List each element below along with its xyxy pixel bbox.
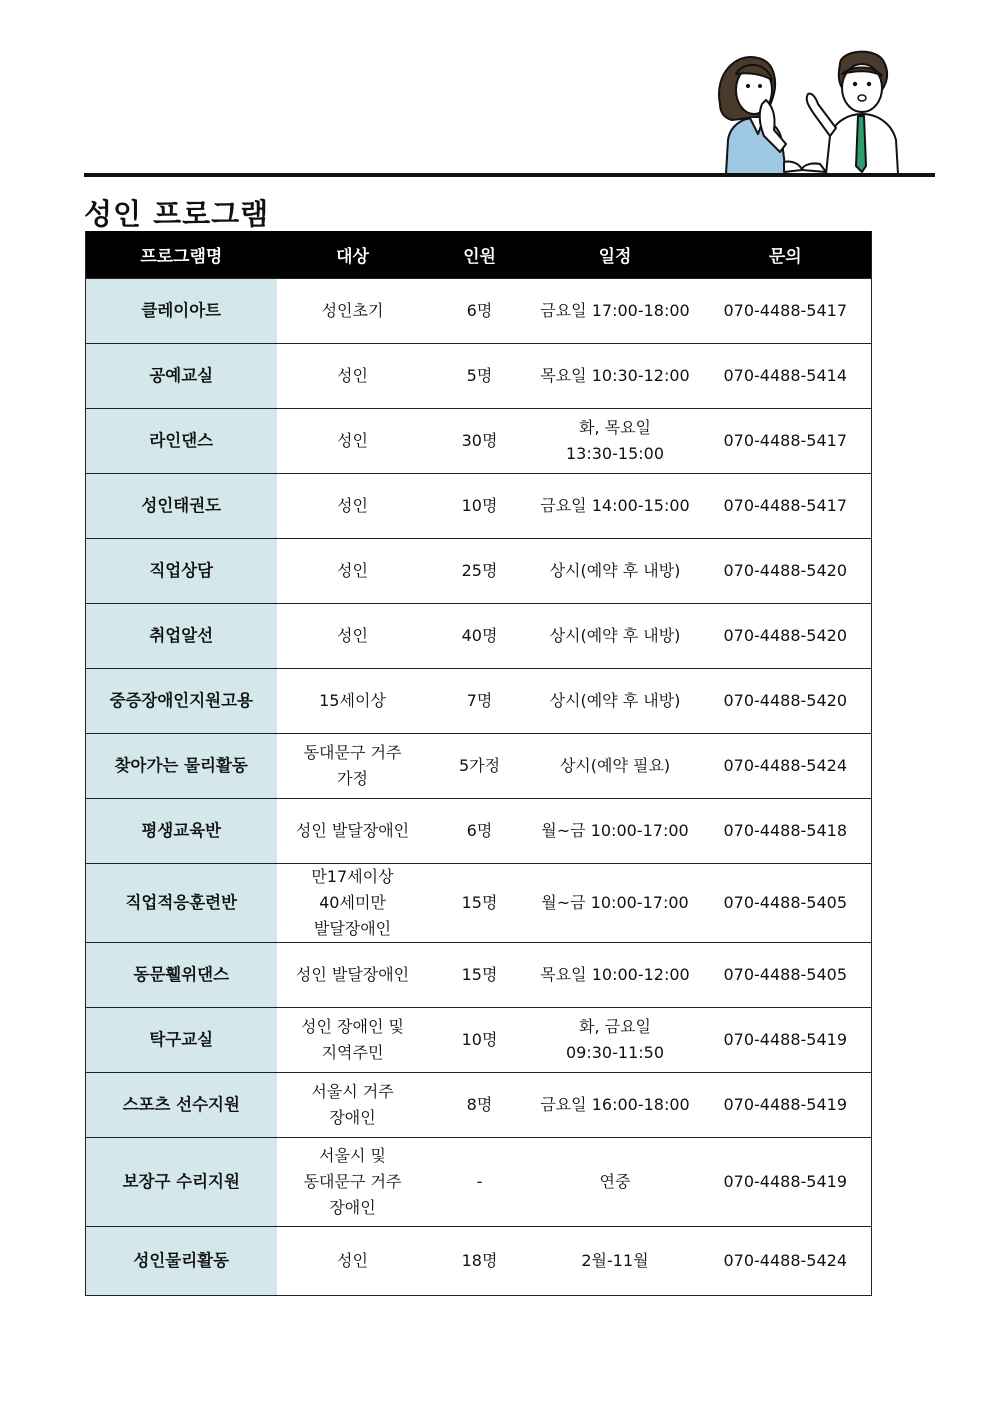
cell-program-name: 직업상담: [86, 539, 277, 604]
table-row: [86, 604, 872, 669]
cell-capacity: 6명: [429, 799, 531, 864]
cell-contact: 070-4488-5420: [700, 669, 872, 734]
table-row: [86, 669, 872, 734]
cell-program-name: 성인태권도: [86, 474, 277, 539]
cell-schedule: 화, 금요일 09:30-11:50: [531, 1008, 700, 1073]
table-row: [86, 1073, 872, 1138]
cell-target: 성인: [277, 539, 429, 604]
cell-program-name: 찾아가는 물리활동: [86, 734, 277, 799]
cell-schedule: 목요일 10:00-12:00: [531, 943, 700, 1008]
cell-contact: 070-4488-5424: [700, 734, 872, 799]
header-contact: 문의: [700, 231, 872, 279]
cell-program-name: 탁구교실: [86, 1008, 277, 1073]
cell-schedule: 상시(예약 후 내방): [531, 539, 700, 604]
cell-program-name: 클레이아트: [86, 279, 277, 344]
table-row: [86, 1008, 872, 1073]
table-row: [86, 539, 872, 604]
cell-program-name: 동문휄위댄스: [86, 943, 277, 1008]
cell-target: 15세이상: [277, 669, 429, 734]
cell-contact: 070-4488-5420: [700, 539, 872, 604]
cell-capacity: 5가정: [429, 734, 531, 799]
cell-contact: 070-4488-5417: [700, 474, 872, 539]
cell-capacity: 5명: [429, 344, 531, 409]
cell-program-name: 공예교실: [86, 344, 277, 409]
cell-schedule: 2월-11월: [531, 1227, 700, 1296]
cell-schedule: 화, 목요일 13:30-15:00: [531, 409, 700, 474]
cell-schedule: 상시(예약 필요): [531, 734, 700, 799]
cell-contact: 070-4488-5405: [700, 943, 872, 1008]
table-row: [86, 1227, 872, 1296]
cell-capacity: 25명: [429, 539, 531, 604]
cell-program-name: 성인물리활동: [86, 1227, 277, 1296]
cell-schedule: 목요일 10:30-12:00: [531, 344, 700, 409]
header-capacity: 인원: [429, 231, 531, 279]
cell-target: 성인: [277, 1227, 429, 1296]
cell-program-name: 취업알선: [86, 604, 277, 669]
cell-capacity: 40명: [429, 604, 531, 669]
cell-contact: 070-4488-5417: [700, 409, 872, 474]
table-row: [86, 864, 872, 943]
header-schedule: 일정: [531, 231, 700, 279]
table-row: [86, 279, 872, 344]
cell-schedule: 월~금 10:00-17:00: [531, 799, 700, 864]
cell-capacity: 10명: [429, 1008, 531, 1073]
table-row: [86, 799, 872, 864]
two-people-talking-illustration: [706, 44, 906, 176]
header-target: 대상: [277, 231, 429, 279]
header-program-name: 프로그램명: [86, 231, 277, 279]
cell-capacity: 18명: [429, 1227, 531, 1296]
cell-target: 성인: [277, 409, 429, 474]
cell-contact: 070-4488-5418: [700, 799, 872, 864]
cell-target: 동대문구 거주 가정: [277, 734, 429, 799]
cell-capacity: 7명: [429, 669, 531, 734]
cell-schedule: 월~금 10:00-17:00: [531, 864, 700, 943]
cell-contact: 070-4488-5424: [700, 1227, 872, 1296]
cell-schedule: 상시(예약 후 내방): [531, 604, 700, 669]
header-rule: [84, 173, 935, 177]
cell-target: 성인: [277, 604, 429, 669]
cell-capacity: 15명: [429, 943, 531, 1008]
cell-contact: 070-4488-5419: [700, 1008, 872, 1073]
table-row: [86, 943, 872, 1008]
cell-target: 서울시 거주 장애인: [277, 1073, 429, 1138]
cell-contact: 070-4488-5405: [700, 864, 872, 943]
table-row: [86, 474, 872, 539]
cell-program-name: 직업적응훈련반: [86, 864, 277, 943]
cell-contact: 070-4488-5420: [700, 604, 872, 669]
cell-target: 성인: [277, 344, 429, 409]
cell-target: 성인 발달장애인: [277, 943, 429, 1008]
table-row: [86, 409, 872, 474]
cell-target: 만17세이상 40세미만 발달장애인: [277, 864, 429, 943]
cell-program-name: 평생교육반: [86, 799, 277, 864]
table-row: [86, 344, 872, 409]
cell-schedule: 연중: [531, 1138, 700, 1227]
cell-capacity: 8명: [429, 1073, 531, 1138]
cell-capacity: 30명: [429, 409, 531, 474]
cell-contact: 070-4488-5417: [700, 279, 872, 344]
cell-capacity: 6명: [429, 279, 531, 344]
cell-schedule: 금요일 17:00-18:00: [531, 279, 700, 344]
cell-target: 성인초기: [277, 279, 429, 344]
page-title: 성인 프로그램: [84, 197, 270, 231]
cell-program-name: 보장구 수리지원: [86, 1138, 277, 1227]
cell-target: 서울시 및 동대문구 거주 장애인: [277, 1138, 429, 1227]
cell-contact: 070-4488-5414: [700, 344, 872, 409]
cell-target: 성인: [277, 474, 429, 539]
program-table: [85, 231, 872, 1296]
table-row: [86, 734, 872, 799]
cell-program-name: 스포츠 선수지원: [86, 1073, 277, 1138]
cell-capacity: 15명: [429, 864, 531, 943]
cell-capacity: 10명: [429, 474, 531, 539]
cell-schedule: 금요일 14:00-15:00: [531, 474, 700, 539]
cell-target: 성인 발달장애인: [277, 799, 429, 864]
cell-contact: 070-4488-5419: [700, 1073, 872, 1138]
table-row: [86, 1138, 872, 1227]
cell-target: 성인 장애인 및 지역주민: [277, 1008, 429, 1073]
cell-schedule: 상시(예약 후 내방): [531, 669, 700, 734]
cell-contact: 070-4488-5419: [700, 1138, 872, 1227]
cell-program-name: 중증장애인지원고용: [86, 669, 277, 734]
cell-schedule: 금요일 16:00-18:00: [531, 1073, 700, 1138]
cell-capacity: -: [429, 1138, 531, 1227]
table-header-row: [86, 231, 872, 279]
cell-program-name: 라인댄스: [86, 409, 277, 474]
